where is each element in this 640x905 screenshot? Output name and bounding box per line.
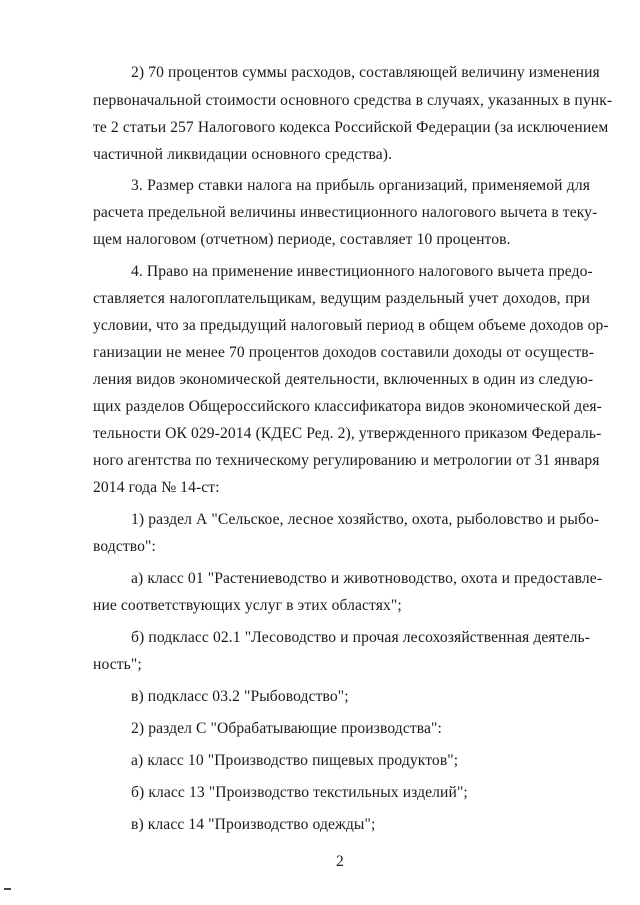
text-line: ставляется налогоплательщикам, ведущим раздельный учет доходов, при xyxy=(93,290,590,307)
text-line: первоначальной стоимости основного средства в случаях, указанных в пунк- xyxy=(93,92,613,109)
scan-artifact xyxy=(4,888,11,890)
text-line: щих разделов Общероссийского классификатора видов экономической дея- xyxy=(93,398,602,415)
text-line: 2014 года № 14-ст: xyxy=(93,479,220,496)
page-number: 2 xyxy=(336,853,344,870)
text-line: 4. Право на применение инвестиционного налогового вычета предо- xyxy=(131,263,593,280)
text-line: 3. Размер ставки налога на прибыль организаций, применяемой для xyxy=(131,177,590,194)
text-line: ность"; xyxy=(93,656,142,673)
text-line: 1) раздел А "Сельское, лесное хозяйство, охота, рыболовство и рыбо- xyxy=(131,511,600,528)
text-line: условии, что за предыдущий налоговый период в общем объеме доходов ор- xyxy=(93,317,609,334)
text-line: б) подкласс 02.1 "Лесоводство и прочая лесохозяйственная деятель- xyxy=(131,629,590,646)
text-line: ганизации не менее 70 процентов доходов составили доходы от осуществ- xyxy=(93,344,595,361)
text-line: б) класс 13 "Производство текстильных изделий"; xyxy=(131,784,468,801)
text-line: а) класс 01 "Растениеводство и животноводство, охота и предоставле- xyxy=(131,570,603,587)
text-line: а) класс 10 "Производство пищевых продуктов"; xyxy=(131,752,459,769)
text-line: в) подкласс 03.2 "Рыбоводство"; xyxy=(131,688,349,705)
text-line: тельности ОК 029-2014 (КДЕС Ред. 2), утвержденного приказом Федераль- xyxy=(93,425,602,442)
text-line: щем налоговом (отчетном) периоде, составляет 10 процентов. xyxy=(93,231,511,248)
text-line: 2) раздел С "Обрабатывающие производства": xyxy=(131,720,442,737)
text-line: водство": xyxy=(93,538,156,555)
text-line: ления видов экономической деятельности, включенных в один из следую- xyxy=(93,371,594,388)
text-line: ного агентства по техническому регулированию и метрологии от 31 января xyxy=(93,452,600,469)
text-line: расчета предельной величины инвестиционного налогового вычета в теку- xyxy=(93,204,598,221)
text-line: те 2 статьи 257 Налогового кодекса Российской Федерации (за исключением xyxy=(93,119,609,136)
text-line: 2) 70 процентов суммы расходов, составляющей величину изменения xyxy=(131,64,600,81)
text-line: ние соответствующих услуг в этих областях"; xyxy=(93,597,402,614)
text-line: частичной ликвидации основного средства). xyxy=(93,146,393,163)
text-line: в) класс 14 "Производство одежды"; xyxy=(131,816,376,833)
